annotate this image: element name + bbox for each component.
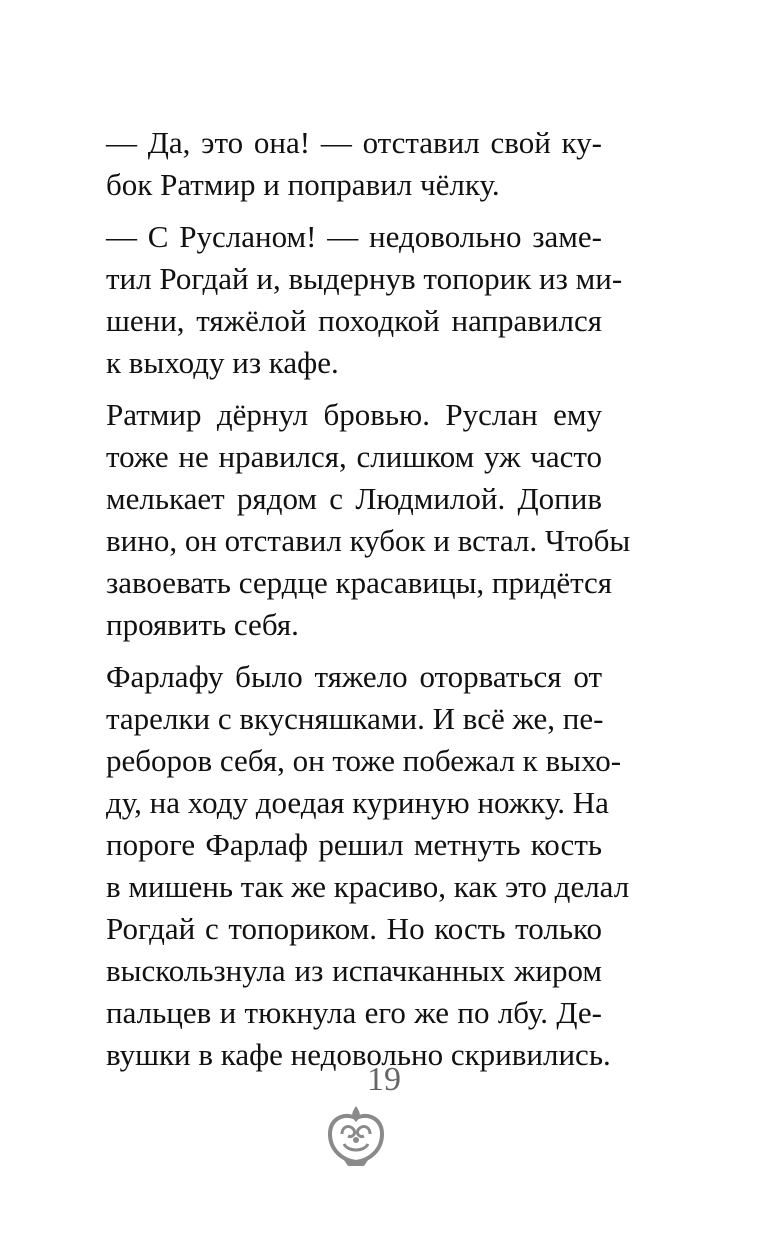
text-line: пороге Фарлаф решил метнуть кость: [106, 827, 602, 862]
text-line: реборов себя, он тоже побежал к выхо-: [106, 743, 622, 778]
paragraph: [106, 656, 630, 1076]
text-line: тоже не нравился, слишком уж часто: [106, 439, 602, 474]
paragraph: [106, 122, 602, 206]
text-line: Ратмир дёрнул бровью. Руслан ему: [106, 397, 602, 432]
text-line: завоевать сердце красавицы, придётся: [106, 565, 613, 600]
text-line: пальцев и тюкнула его же по лбу. Де-: [106, 995, 602, 1030]
page-number: 19: [367, 1061, 401, 1098]
text-line: в мишень так же красиво, как это делал: [106, 869, 630, 904]
text-line: выскользнула из испачканных жиром: [106, 953, 602, 988]
page-body: [106, 122, 631, 1076]
text-line: — Да, это она! — отставил свой ку-: [106, 125, 602, 160]
text-line: Рогдай с топориком. Но кость только: [106, 911, 602, 946]
text-line: бок Ратмир и поправил чёлку.: [106, 167, 500, 202]
text-line: тарелки с вкусняшками. И всё же, пе-: [106, 701, 604, 736]
text-line: тил Рогдай и, выдернув топорик из ми-: [106, 261, 623, 296]
text-line: проявить себя.: [106, 607, 299, 642]
paragraph: [106, 216, 623, 384]
text-line: вушки в кафе недовольно скривились.: [106, 1037, 611, 1072]
text-line: к выходу из кафе.: [106, 345, 339, 380]
text-line: шени, тяжёлой походкой направился: [106, 303, 602, 338]
text-line: — С Русланом! — недовольно заме-: [106, 219, 602, 254]
text-line: Фарлафу было тяжело оторваться от: [106, 659, 602, 694]
text-line: мелькает рядом с Людмилой. Допив: [106, 481, 602, 516]
paragraph: [106, 394, 631, 646]
text-line: вино, он отставил кубок и встал. Чтобы: [106, 523, 631, 558]
text-line: ду, на ходу доедая куриную ножку. На: [106, 785, 609, 820]
floral-ornament-icon: [322, 1100, 390, 1168]
